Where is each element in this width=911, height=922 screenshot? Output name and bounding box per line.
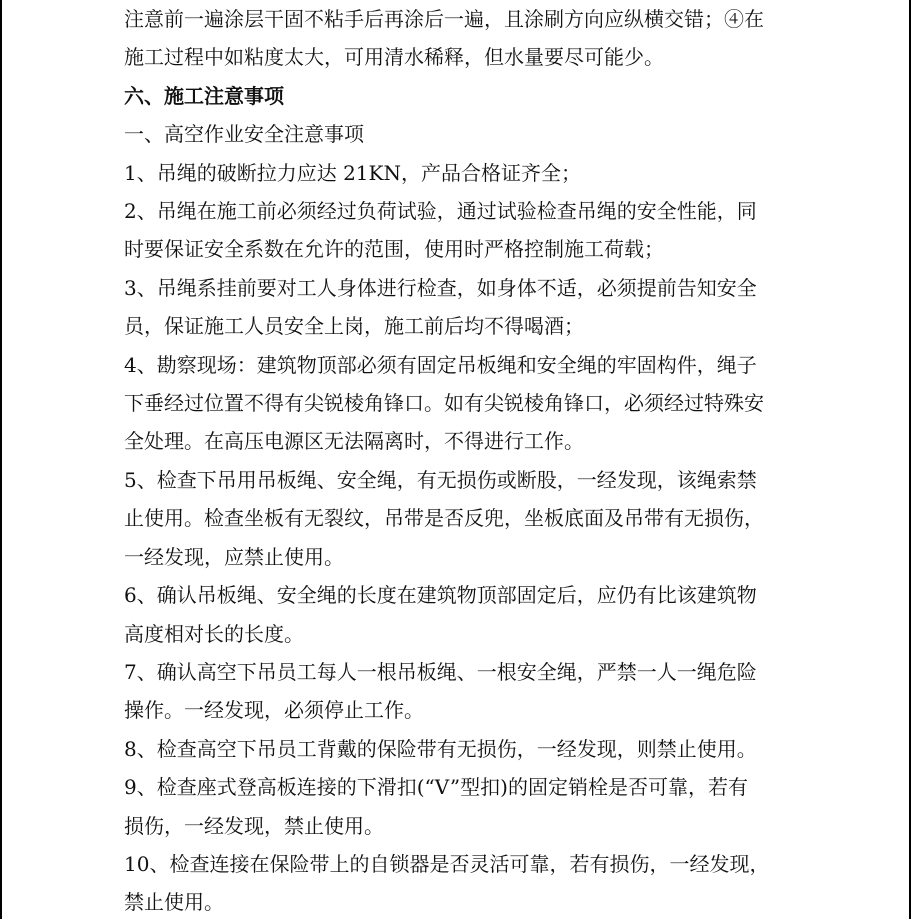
text-line: 禁止使用。 <box>124 890 224 915</box>
text-line: 高度相对长的长度。 <box>124 621 304 646</box>
text-line: 4、勘察现场：建筑物顶部必须有固定吊板绳和安全绳的牢固构件，绳子 <box>124 352 757 377</box>
text-line: 10、检查连接在保险带上的自锁器是否灵活可靠，若有损伤，一经发现， <box>124 851 770 876</box>
text-line: 操作。一经发现，必须停止工作。 <box>124 698 424 723</box>
text-line: 7、确认高空下吊员工每人一根吊板绳、一根安全绳，严禁一人一绳危险 <box>124 659 757 684</box>
text-line: 9、检查座式登高板连接的下滑扣(“V”型扣)的固定销栓是否可靠，若有 <box>124 775 748 800</box>
page-left-border <box>0 0 2 919</box>
text-line: 止使用。检查坐板有无裂纹，吊带是否反兜，坐板底面及吊带有无损伤， <box>124 506 764 531</box>
text-line: 5、检查下吊用吊板绳、安全绳，有无损伤或断股，一经发现，该绳索禁 <box>124 467 757 492</box>
text-line: 一经发现，应禁止使用。 <box>124 544 344 569</box>
subsection-heading: 一、高空作业安全注意事项 <box>124 122 364 147</box>
text-line: 6、确认吊板绳、安全绳的长度在建筑物顶部固定后，应仍有比该建筑物 <box>124 583 757 608</box>
text-line: 员，保证施工人员安全上岗，施工前后均不得喝酒； <box>124 314 584 339</box>
text-line: 1、吊绳的破断拉力应达 21KN，产品合格证齐全； <box>124 160 581 185</box>
text-line: 2、吊绳在施工前必须经过负荷试验，通过试验检查吊绳的安全性能，同 <box>124 199 757 224</box>
document-page <box>124 0 804 922</box>
text-line: 8、检查高空下吊员工背戴的保险带有无损伤，一经发现，则禁止使用。 <box>124 736 757 761</box>
section-heading: 六、施工注意事项 <box>124 83 284 108</box>
text-line: 3、吊绳系挂前要对工人身体进行检查，如身体不适，必须提前告知安全 <box>124 275 757 300</box>
text-line: 时要保证安全系数在允许的范围，使用时严格控制施工荷载； <box>124 237 664 262</box>
text-line: 损伤，一经发现，禁止使用。 <box>124 813 384 838</box>
text-line: 全处理。在高压电源区无法隔离时，不得进行工作。 <box>124 429 584 454</box>
text-line: 下垂经过位置不得有尖锐棱角锋口。如有尖锐棱角锋口，必须经过特殊安 <box>124 391 764 416</box>
text-line: 施工过程中如粘度太大，可用清水稀释，但水量要尽可能少。 <box>124 45 664 70</box>
text-line: 注意前一遍涂层干固不粘手后再涂后一遍，且涂刷方向应纵横交错；④在 <box>124 7 764 31</box>
